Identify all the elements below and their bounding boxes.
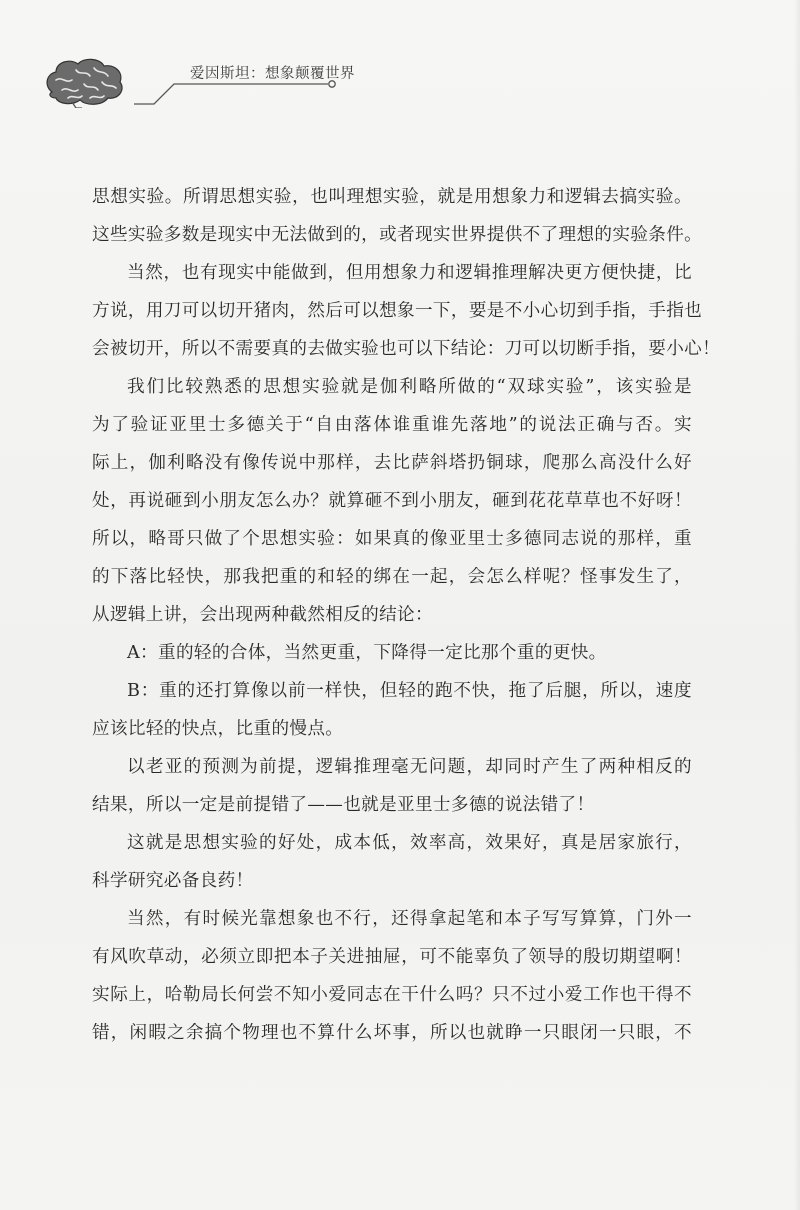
- text-line: [92, 216, 703, 254]
- brain-icon: [42, 56, 126, 108]
- text-line: [92, 444, 692, 482]
- text-line-content: 这就是思想实验的好处，成本低，效率高，效果好，真是居家旅行，: [127, 833, 692, 853]
- text-line-content: B：重的还打算像以前一样快，但轻的跑不快，拖了后腿，所以，速度: [127, 681, 692, 701]
- text-line: [92, 330, 721, 368]
- text-line: [92, 710, 692, 748]
- text-line-content: 方说，用刀可以切开猪肉，然后可以想象一下，要是不小心切到手指，手指也: [92, 301, 703, 321]
- text-line-content: 际上，伽利略没有像传说中那样，去比萨斜塔扔铜球，爬那么高没什么好: [92, 453, 692, 473]
- body-text: [92, 178, 721, 1052]
- text-line-content: 所以，略哥只做了个思想实验：如果真的像亚里士多德同志说的那样，重: [92, 529, 692, 549]
- text-line-content: 科学研究必备良药！: [92, 871, 254, 891]
- text-line-content: 错，闲暇之余搞个物理也不算什么坏事，所以也就睁一只眼闭一只眼，不: [92, 1023, 692, 1043]
- running-header: [36, 44, 356, 114]
- text-line-content: 从逻辑上讲，会出现两种截然相反的结论：: [92, 605, 433, 625]
- text-line: [92, 786, 692, 824]
- text-line: [92, 976, 692, 1014]
- text-line: [92, 482, 692, 520]
- text-line-content: 有风吹草动，必须立即把本子关进抽屉，可不能辜负了领导的殷切期望啊！: [92, 947, 692, 967]
- text-line: [92, 938, 692, 976]
- text-line-content: 结果，所以一定是前提错了——也就是亚里士多德的说法错了！: [92, 795, 595, 815]
- text-line-content: 的下落比轻快，那我把重的和轻的绑在一起，会怎么样呢？怪事发生了，: [92, 567, 692, 587]
- text-line: [92, 596, 692, 634]
- text-line-content: 应该比轻的快点，比重的慢点。: [92, 719, 344, 739]
- text-line: [92, 748, 692, 786]
- text-line: [92, 520, 692, 558]
- text-line: [92, 368, 692, 406]
- text-line-content: 以老亚的预测为前提，逻辑推理毫无问题，却同时产生了两种相反的: [127, 757, 692, 777]
- text-line-content: 当然，有时候光靠想象也不行，还得拿起笔和本子写写算算，门外一: [127, 909, 692, 929]
- text-line-content: 为了验证亚里士多德关于“自由落体谁重谁先落地”的说法正确与否。实: [92, 415, 692, 435]
- text-line: [92, 1014, 692, 1052]
- text-line-content: 实际上，哈勒局长何尝不知小爱同志在干什么吗？只不过小爱工作也干得不: [92, 985, 692, 1005]
- text-line-content: A：重的轻的合体，当然更重，下降得一定比那个重的更快。: [127, 643, 607, 663]
- text-line: [92, 634, 692, 672]
- text-line: [92, 824, 692, 862]
- text-line: [92, 900, 692, 938]
- text-line-content: 这些实验多数是现实中无法做到的，或者现实世界提供不了理想的实验条件。: [92, 225, 703, 245]
- text-line-content: 思想实验。所谓思想实验，也叫理想实验，就是用想象力和逻辑去搞实验。: [92, 187, 692, 207]
- text-line: [92, 178, 692, 216]
- text-line: [92, 292, 703, 330]
- book-title: 爱因斯坦：想象颠覆世界: [190, 66, 355, 82]
- text-line-content: 会被切开，所以不需要真的去做实验也可以下结论：刀可以切断手指，要小心！: [92, 339, 721, 359]
- text-line: [92, 406, 692, 444]
- text-line: [92, 862, 692, 900]
- text-line: [92, 558, 692, 596]
- text-line-content: 处，再说砸到小朋友怎么办？就算砸不到小朋友，砸到花花草草也不好呀！: [92, 491, 692, 511]
- text-line-content: 当然，也有现实中能做到，但用想象力和逻辑推理解决更方便快捷，比: [127, 263, 692, 283]
- text-line-content: 我们比较熟悉的思想实验就是伽利略所做的“双球实验”，该实验是: [127, 377, 692, 397]
- text-line: [92, 672, 692, 710]
- text-line: [92, 254, 692, 292]
